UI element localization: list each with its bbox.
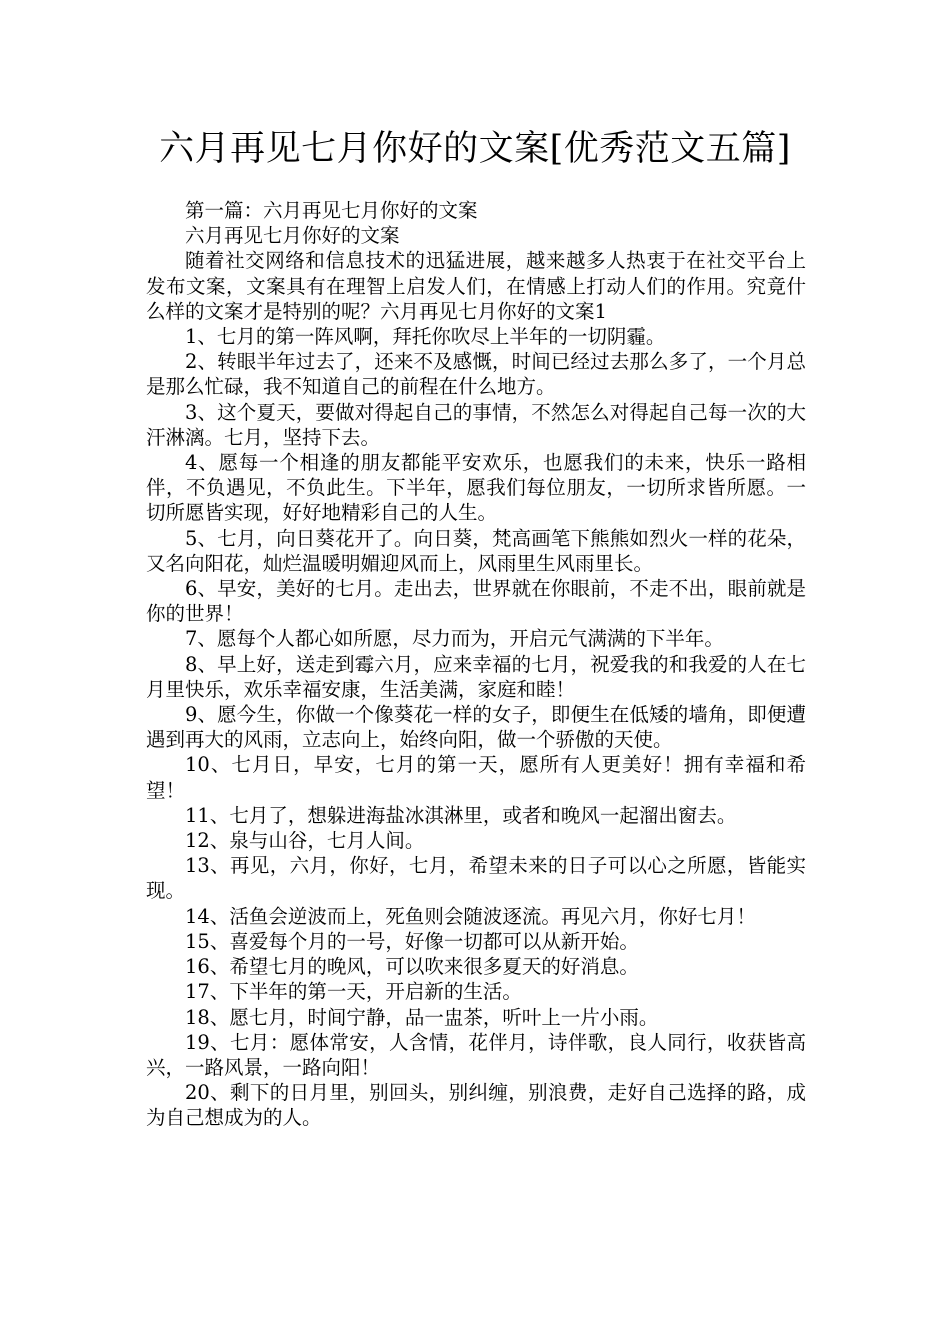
list-item: 5、七月，向日葵花开了。向日葵，梵高画笔下熊熊如烈火一样的花朵，又名向阳花，灿烂温暖明媚迎风而上，风雨里生风雨里长。 (146, 526, 806, 575)
list-item: 6、早安，美好的七月。走出去，世界就在你眼前，不走不出，眼前就是你的世界！ (146, 577, 806, 626)
list-item: 9、愿今生，你做一个像葵花一样的女子，即便生在低矮的墙角，即便遭遇到再大的风雨，立志向上，始终向阳，做一个骄傲的天使。 (146, 703, 806, 752)
list-item: 20、剩下的日月里，别回头，别纠缠，别浪费，走好自己选择的路，成为自己想成为的人。 (146, 1081, 806, 1130)
list-item: 8、早上好，送走到霉六月，应来幸福的七月，祝爱我的和我爱的人在七月里快乐，欢乐幸福安康，生活美满，家庭和睦！ (146, 652, 806, 701)
list-item: 12、泉与山谷，七月人间。 (185, 829, 425, 853)
list-item: 4、愿每一个相逢的朋友都能平安欢乐，也愿我们的未来，快乐一路相伴，不负遇见，不负此生。下半年，愿我们每位朋友，一切所求皆所愿。一切所愿皆实现，好好地精彩自己的人生。 (146, 451, 806, 525)
list-item: 18、愿七月，时间宁静，品一盅茶，听叶上一片小雨。 (185, 1005, 659, 1029)
list-item: 3、这个夏天，要做对得起自己的事情，不然怎么对得起自己每一次的大汗淋漓。七月，坚持下去。 (146, 400, 806, 449)
list-item: 11、七月了，想躲进海盐冰淇淋里，或者和晚风一起溜出窗去。 (185, 803, 737, 827)
list-item: 7、愿每个人都心如所愿，尽力而为，开启元气满满的下半年。 (185, 627, 724, 651)
document-title: 六月再见七月你好的文案[优秀范文五篇] (159, 129, 791, 169)
list-item: 10、七月日，早安，七月的第一天，愿所有人更美好！拥有幸福和希望！ (146, 753, 806, 802)
list-item: 17、下半年的第一天，开启新的生活。 (185, 980, 522, 1004)
document-body (146, 198, 806, 1131)
list-item: 13、再见，六月，你好，七月，希望未来的日子可以心之所愿，皆能实现。 (146, 854, 806, 903)
section-heading: 第一篇：六月再见七月你好的文案 (185, 199, 478, 222)
intro-paragraph: 随着社交网络和信息技术的迅猛进展，越来越多人热衷于在社交平台上发布文案，文案具有在理智上启发人们，在情感上打动人们的作用。究竟什么样的文案才是特别的呢？六月再见七月你好的文案1 (146, 249, 806, 323)
list-item: 15、喜爱每个月的一号，好像一切都可以从新开始。 (185, 929, 639, 953)
list-item: 16、希望七月的晚风，可以吹来很多夏天的好消息。 (185, 955, 639, 979)
list-item: 2、转眼半年过去了，还来不及感慨，时间已经过去那么多了，一个月总是那么忙碌，我不知道自己的前程在什么地方。 (146, 350, 806, 399)
list-item: 19、七月：愿体常安，人含情，花伴月，诗伴歌，良人同行，收获皆高兴，一路风景，一路向阳！ (146, 1030, 806, 1079)
list-item: 1、七月的第一阵风啊，拜托你吹尽上半年的一切阴霾。 (185, 325, 666, 349)
section-subtitle: 六月再见七月你好的文案 (185, 224, 400, 248)
list-item: 14、活鱼会逆波而上，死鱼则会随波逐流。再见六月，你好七月！ (185, 904, 756, 928)
